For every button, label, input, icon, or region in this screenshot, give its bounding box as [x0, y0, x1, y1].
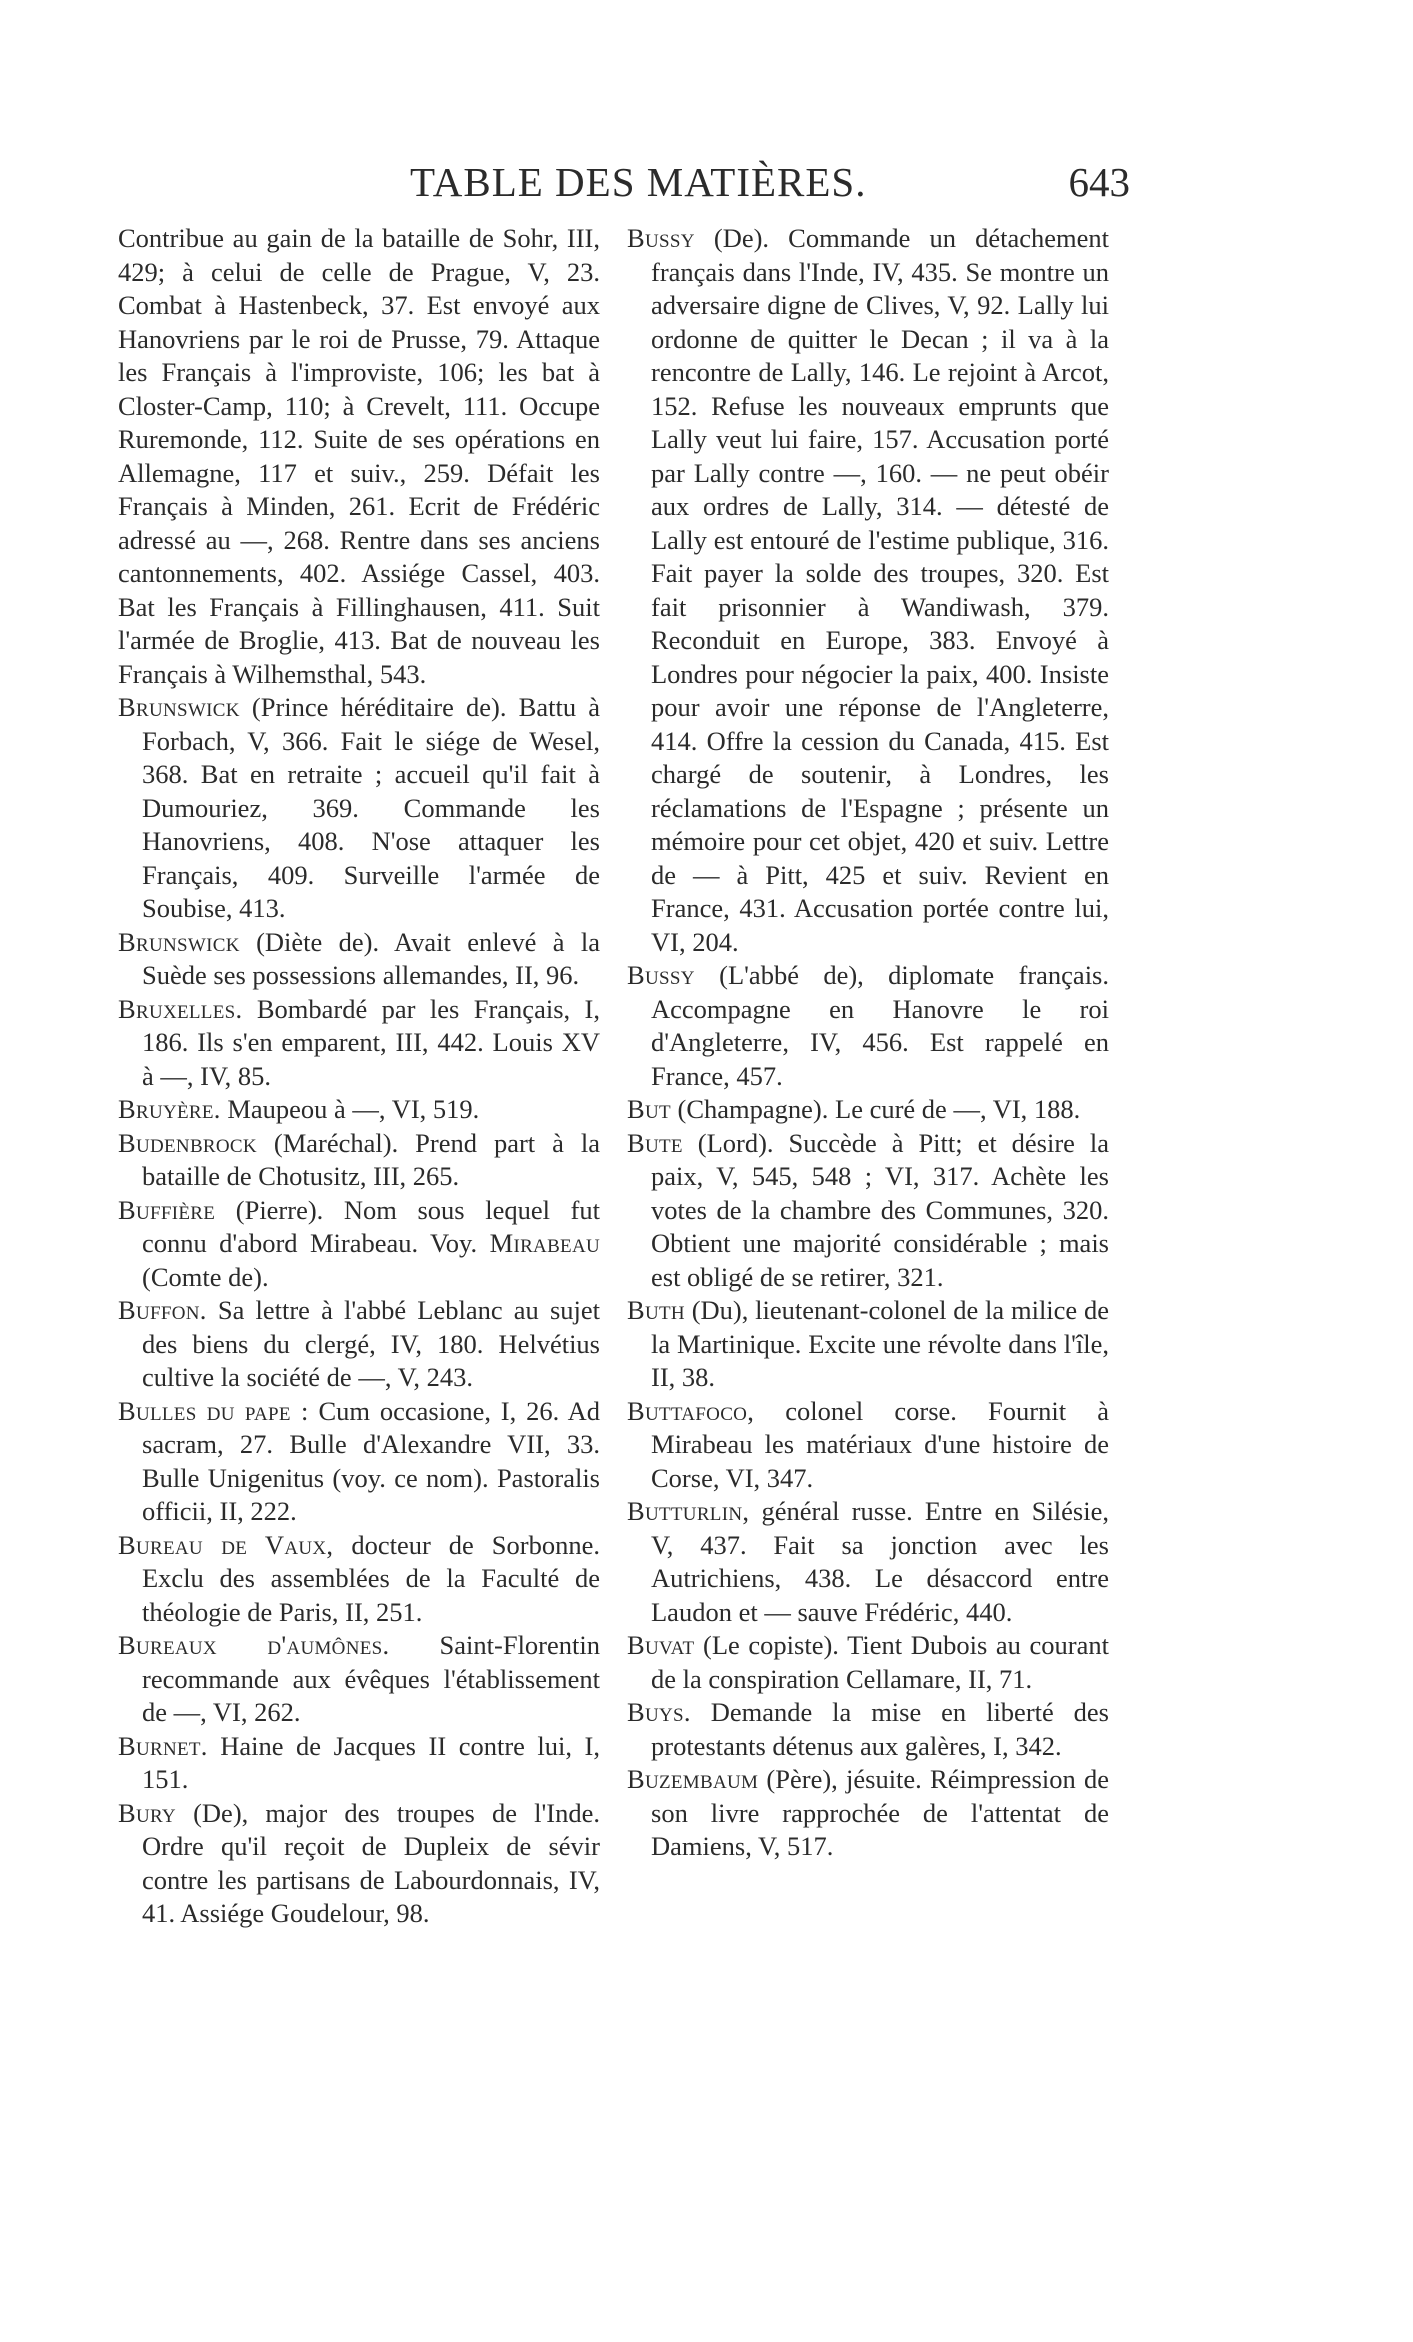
- index-entry: [118, 1730, 600, 1797]
- entry-headword: Bureau de Vaux,: [118, 1529, 334, 1560]
- entry-headword: Buzembaum: [627, 1764, 759, 1794]
- entry-text: (Pierre). Nom sous lequel fut connu d'abord Mirabeau. Voy.: [142, 1194, 600, 1258]
- entry-text: (Le copiste). Tient Dubois au courant de la conspiration Cellamare, II, 71.: [651, 1630, 1109, 1694]
- entry-text: (Père), jésuite. Réimpression de son livre rapprochée de l'attentat de Damiens, V, 517.: [651, 1764, 1109, 1861]
- index-entry: [118, 1797, 600, 1931]
- entry-text: (L'abbé de), diplomate français. Accompagne en Hanovre le roi d'Angleterre, IV, 456. Est rappelé en France, 457.: [651, 960, 1109, 1091]
- entry-text: colonel corse. Fournit à Mirabeau les matériaux d'une histoire de Corse, VI, 347.: [651, 1395, 1109, 1493]
- index-entry: [627, 1629, 1109, 1696]
- entry-text: (Maréchal). Prend part à la bataille de Chotusitz, III, 265.: [142, 1127, 600, 1191]
- entry-headword: Bulles du pape :: [118, 1395, 309, 1426]
- entry-headword: Burnet.: [118, 1730, 208, 1761]
- entry-text: (Prince héréditaire de). Battu à Forbach, V, 366. Fait le siége de Wesel, 368. Bat en retraite ; accueil qu'il fait à Dumouriez, 369. Commande les Hanovriens, 408. N'ose attaquer les Français, 409. Surveille l'armée de Soubise, 413.: [142, 692, 600, 923]
- entry-text: (Diète de). Avait enlevé à la Suède ses possessions allemandes, II, 96.: [142, 926, 600, 990]
- entry-headword: Bute: [627, 1127, 683, 1158]
- index-entry: [118, 1194, 600, 1295]
- index-entry: [118, 1294, 600, 1395]
- index-entry: [118, 993, 600, 1094]
- entry-text: Contribue au gain de la bataille de Sohr, III, 429; à celui de celle de Prague, V, 23. Combat à Hastenbeck, 37. Est envoyé aux Hanovriens par le roi de Prusse, 79. Attaque les Français à l'improviste, 106; les bat à Closter-Camp, 110; à Crevelt, 111. Occupe Ruremonde, 112. Suite de ses opérations en Allemagne, 117 et suiv., 259. Défait les Français à Minden, 261. Ecrit de Frédéric adressé au —, 268. Rentre dans ses anciens cantonnements, 402. Assiége Cassel, 403. Bat les Français à Fillinghausen, 411. Suit l'armée de Broglie, 413. Bat de nouveau les Français à Wilhemsthal, 543.: [118, 223, 600, 689]
- entry-text: Demande la mise en liberté des protestants détenus aux galères, I, 342.: [651, 1697, 1109, 1761]
- entry-headword: Bury: [118, 1797, 176, 1828]
- entry-headword: Budenbrock: [118, 1127, 257, 1158]
- index-entry: [627, 1696, 1109, 1763]
- entry-text: (Du), lieutenant-colonel de la milice de la Martinique. Excite une révolte dans l'île, II, 38.: [651, 1295, 1109, 1392]
- entry-text: Saint-Florentin recommande aux évêques l'établissement de —, VI, 262.: [142, 1630, 600, 1727]
- entry-text: Haine de Jacques II contre lui, I, 151.: [142, 1730, 600, 1794]
- index-entry: [627, 1294, 1109, 1395]
- entry-text: Bombardé par les Français, I, 186. Ils s'en emparent, III, 442. Louis XV à —, IV, 85.: [142, 993, 600, 1091]
- index-entry: [627, 959, 1109, 1093]
- index-entry: [627, 1093, 1109, 1127]
- page-header: [120, 158, 1130, 208]
- cross-reference: Mirabeau: [489, 1228, 600, 1258]
- entry-text: docteur de Sorbonne. Exclu des assemblées de la Faculté de théologie de Paris, II, 251.: [142, 1529, 600, 1627]
- index-column-right: [627, 222, 1109, 1864]
- entry-headword: Butturlin,: [627, 1496, 750, 1526]
- index-entry: [118, 1529, 600, 1630]
- index-entry: [627, 1763, 1109, 1864]
- index-entry: [627, 1495, 1109, 1629]
- running-title: TABLE DES MATIÈRES.: [410, 159, 867, 205]
- entry-headword: Bureaux d'aumônes.: [118, 1630, 390, 1660]
- entry-headword: Buttafoco,: [627, 1395, 755, 1426]
- entry-text: général russe. Entre en Silésie, V, 437. Fait sa jonction avec les Autrichiens, 438. Le désaccord entre Laudon et — sauve Frédéric, 440.: [651, 1496, 1109, 1627]
- entry-headword: Buth: [627, 1295, 685, 1325]
- entry-headword: Buffière: [118, 1194, 216, 1225]
- entry-headword: Bussy: [627, 223, 695, 253]
- entry-headword: Bruyère.: [118, 1094, 221, 1124]
- index-entry: [118, 1629, 600, 1730]
- index-column-left: [118, 222, 600, 1931]
- index-entry: [118, 691, 600, 926]
- index-entry: [118, 1093, 600, 1127]
- entry-headword: Buys.: [627, 1697, 691, 1727]
- index-entry: [118, 222, 600, 691]
- entry-text: (Champagne). Le curé de —, VI, 188.: [670, 1094, 1081, 1124]
- entry-text: Sa lettre à l'abbé Leblanc au sujet des biens du clergé, IV, 180. Helvétius cultive la société de —, V, 243.: [142, 1295, 600, 1392]
- entry-text: Cum occasione, I, 26. Ad sacram, 27. Bulle d'Alexandre VII, 33. Bulle Unigenitus (voy. ce nom). Pastoralis officii, II, 222.: [142, 1395, 600, 1526]
- entry-headword: Buvat: [627, 1630, 695, 1660]
- index-entry: [118, 1127, 600, 1194]
- page-number: 643: [1068, 159, 1130, 205]
- entry-text: Maupeou à —, VI, 519.: [220, 1094, 480, 1124]
- index-entry: [627, 1395, 1109, 1496]
- entry-text: (Comte de).: [142, 1261, 269, 1292]
- entry-headword: Bussy: [627, 960, 695, 990]
- entry-text: (Lord). Succède à Pitt; et désire la paix, V, 545, 548 ; VI, 317. Achète les votes de la chambre des Communes, 320. Obtient une majorité considérable ; mais est obligé de se retirer, 321.: [651, 1127, 1109, 1292]
- index-entry: [627, 222, 1109, 959]
- index-entry: [627, 1127, 1109, 1295]
- entry-headword: Brunswick: [118, 926, 240, 957]
- index-entry: [118, 1395, 600, 1529]
- entry-headword: Brunswick: [118, 692, 240, 722]
- entry-headword: But: [627, 1094, 671, 1124]
- entry-headword: Buffon.: [118, 1295, 207, 1325]
- entry-text: (De), major des troupes de l'Inde. Ordre qu'il reçoit de Dupleix de sévir contre les partisans de Labourdonnais, IV, 41. Assiége Goudelour, 98.: [142, 1797, 600, 1928]
- index-entry: [118, 926, 600, 993]
- entry-text: (De). Commande un détachement français dans l'Inde, IV, 435. Se montre un adversaire digne de Clives, V, 92. Lally lui ordonne de quitter le Decan ; il va à la rencontre de Lally, 146. Le rejoint à Arcot, 152. Refuse les nouveaux emprunts que Lally veut lui faire, 157. Accusation porté par Lally contre —, 160. — ne peut obéir aux ordres de Lally, 314. — détesté de Lally est entouré de l'estime publique, 316. Fait payer la solde des troupes, 320. Est fait prisonnier à Wandiwash, 379. Reconduit en Europe, 383. Envoyé à Londres pour négocier la paix, 400. Insiste pour avoir une réponse de l'Angleterre, 414. Offre la cession du Canada, 415. Est chargé de soutenir, à Londres, les réclamations de l'Espagne ; présente un mémoire pour cet objet, 420 et suiv. Lettre de — à Pitt, 425 et suiv. Revient en France, 431. Accusation portée contre lui, VI, 204.: [651, 223, 1109, 957]
- entry-headword: Bruxelles.: [118, 993, 243, 1024]
